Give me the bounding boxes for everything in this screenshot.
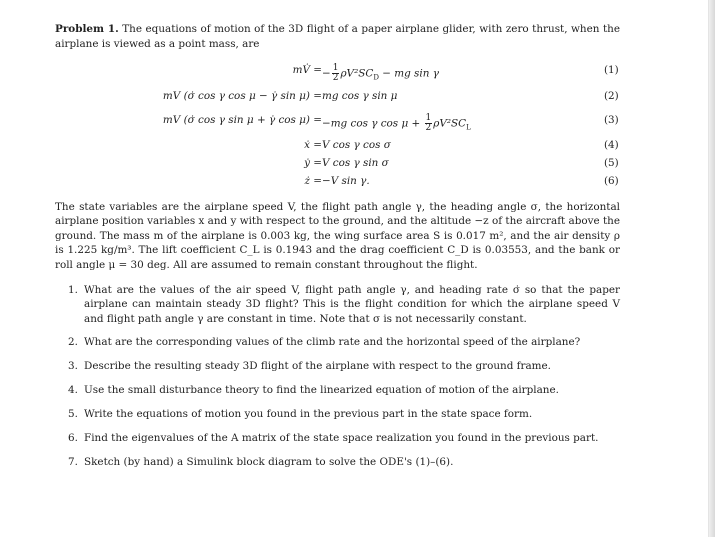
equation-number: (2): [604, 90, 619, 102]
equation-lhs: ẋ =: [304, 139, 322, 151]
equation-number: (6): [604, 175, 619, 187]
question-text: What are the values of the air speed V, flight path angle γ, and heading rate σ̇ so that the paper airplane can maintain steady 3D flight? This is the flight condition for which the airplane speed V and flight path angle γ are constant in time. Note that σ is not necessarily constant.: [84, 284, 620, 325]
scrollbar[interactable]: [708, 0, 715, 537]
equation-lhs: ż =: [304, 175, 322, 187]
equation-1: [0, 64, 709, 84]
equation-number: (5): [604, 157, 619, 169]
equation-5: [0, 157, 709, 177]
problem-intro-text: The equations of motion of the 3D flight of a paper airplane glider, with zero thrust, when the airplane is viewed as a point mass, are: [55, 23, 620, 50]
equation-4: [0, 139, 709, 159]
question-text: Sketch (by hand) a Simulink block diagram to solve the ODE's (1)–(6).: [84, 456, 454, 468]
equation-number: (4): [604, 139, 619, 151]
question-number: 4.: [68, 384, 78, 396]
question-item: [68, 431, 620, 445]
question-text: Use the small disturbance theory to find the linearized equation of motion of the airplane.: [84, 384, 559, 396]
question-number: 7.: [68, 456, 78, 468]
equation-rhs: V cos γ cos σ: [322, 139, 391, 151]
question-text: What are the corresponding values of the climb rate and the horizontal speed of the airplane?: [84, 336, 581, 348]
question-text: Describe the resulting steady 3D flight of the airplane with respect to the ground frame.: [84, 360, 551, 372]
equation-3: [0, 114, 709, 134]
equation-rhs: −V sin γ.: [322, 175, 370, 187]
question-number: 2.: [68, 336, 78, 348]
problem-description: The state variables are the airplane speed V, the flight path angle γ, the heading angle σ, the horizontal airplane position variables x and y with respect to the ground, and the altitude −z of the aircraft above the ground. The mass m of the airplane is 0.003 kg, the wing surface area S is 0.017 m², and the air density ρ is 1.225 kg/m³. The lift coefficient C_L is 0.1943 and the drag coefficient C_D is 0.03553, and the bank or roll angle μ = 30 deg. All are assumed to remain constant throughout the flight.: [55, 201, 620, 271]
question-item: [68, 335, 620, 349]
question-number: 5.: [68, 408, 78, 420]
equation-rhs: mg cos γ sin μ: [322, 90, 398, 102]
equation-number: (3): [604, 114, 619, 126]
question-item: [68, 455, 620, 469]
question-number: 1.: [68, 284, 78, 296]
problem-title: Problem 1.: [55, 23, 119, 35]
equation-lhs: ẏ =: [304, 157, 322, 169]
equation-rhs: V cos γ sin σ: [322, 157, 389, 169]
question-text: Find the eigenvalues of the A matrix of the state space realization you found in the previous part.: [84, 432, 599, 444]
equation-lhs: mV (σ̇ cos γ sin μ + γ̇ cos μ) =: [162, 114, 322, 126]
equation-6: [0, 175, 709, 195]
equation-rhs: − $\frac{1}{2}$ $\rho V^2SC_D$ − mg sin γ: [322, 63, 439, 83]
equation-number: (1): [604, 64, 619, 76]
question-item: [68, 407, 620, 421]
equation-rhs: −mg cos γ cos μ + $\frac{1}{2}$ $\rho V^2SC_L$: [322, 113, 471, 133]
question-item: [68, 283, 620, 326]
question-item: [68, 359, 620, 373]
equation-lhs: mV (σ̇ cos γ cos μ − γ̇ sin μ) =: [162, 90, 322, 102]
equation-lhs: mV̇ =: [292, 64, 322, 76]
question-number: 6.: [68, 432, 78, 444]
problem-intro: [55, 22, 620, 52]
equation-2: [0, 90, 709, 110]
question-number: 3.: [68, 360, 78, 372]
question-text: Write the equations of motion you found in the previous part in the state space form.: [84, 408, 533, 420]
question-item: [68, 383, 620, 397]
